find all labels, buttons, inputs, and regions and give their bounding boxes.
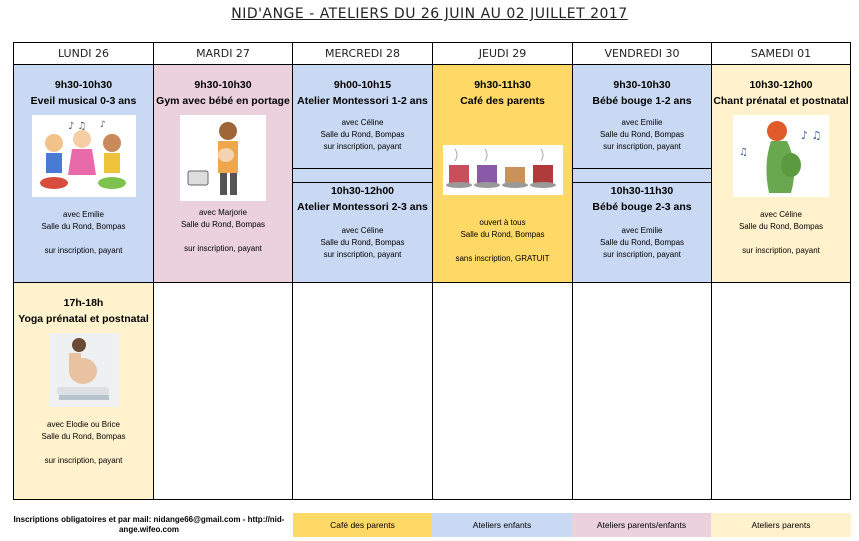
event-time: 9h30-10h30 bbox=[613, 79, 671, 91]
event-place: Salle du Rond, Bompas bbox=[320, 238, 405, 247]
column-saturday bbox=[712, 43, 850, 499]
contact-info: Inscriptions obligatoires et par mail: nidange66@gmail.com - http://nid-ange.wifeo.com bbox=[13, 515, 285, 534]
legend-cafe: Café des parents bbox=[293, 513, 432, 537]
event-conditions: sur inscription, payant bbox=[603, 142, 681, 151]
event-place: Salle du Rond, Bompas bbox=[41, 222, 126, 231]
svg-text:♪: ♪ bbox=[99, 120, 106, 130]
column-tuesday bbox=[154, 43, 293, 499]
event-conditions: sur inscription, payant bbox=[44, 246, 123, 255]
day-header: LUNDI 26 bbox=[14, 43, 153, 65]
event-card[interactable] bbox=[14, 283, 153, 499]
legend-children: Ateliers enfants bbox=[432, 513, 572, 537]
event-separator bbox=[573, 169, 711, 183]
day-header: JEUDI 29 bbox=[433, 43, 572, 65]
event-place: Salle du Rond, Bompas bbox=[738, 222, 824, 231]
event-card[interactable] bbox=[433, 65, 572, 283]
event-card[interactable] bbox=[712, 65, 850, 283]
day-header: VENDREDI 30 bbox=[573, 43, 711, 65]
event-conditions: sur inscription, payant bbox=[742, 246, 820, 255]
event-host: avec Céline bbox=[760, 210, 802, 219]
event-host: avec Emilie bbox=[621, 118, 663, 127]
event-name: Eveil musical 0-3 ans bbox=[30, 95, 137, 107]
event-name: Bébé bouge 2-3 ans bbox=[592, 201, 692, 213]
event-separator bbox=[293, 169, 432, 183]
day-header: SAMEDI 01 bbox=[712, 43, 850, 65]
page-title: NID'ANGE - ATELIERS DU 26 JUIN AU 02 JUILLET 2017 bbox=[231, 6, 628, 22]
schedule-grid bbox=[13, 42, 851, 500]
event-time: 10h30-12h00 bbox=[330, 185, 395, 197]
event-host: ouvert à tous bbox=[479, 218, 526, 227]
event-conditions: sur inscription, payant bbox=[323, 250, 402, 259]
event-host: avec Emilie bbox=[621, 226, 663, 235]
event-card[interactable] bbox=[573, 183, 711, 283]
event-place: Salle du Rond, Bompas bbox=[320, 130, 405, 139]
column-thursday bbox=[433, 43, 573, 499]
event-conditions: sur inscription, payant bbox=[603, 250, 681, 259]
column-monday bbox=[14, 43, 154, 499]
event-time: 17h-18h bbox=[63, 297, 104, 309]
event-host: avec Marjorie bbox=[198, 208, 247, 217]
event-conditions: sur inscription, payant bbox=[44, 456, 123, 465]
event-name: Atelier Montessori 2-3 ans bbox=[297, 201, 428, 213]
event-place: Salle du Rond, Bompas bbox=[599, 130, 685, 139]
event-card[interactable] bbox=[14, 65, 153, 283]
babywearing-image bbox=[180, 115, 266, 201]
event-card[interactable] bbox=[573, 65, 711, 169]
event-card[interactable] bbox=[293, 65, 432, 169]
event-place: Salle du Rond, Bompas bbox=[599, 238, 685, 247]
event-time: 9h00-10h15 bbox=[333, 79, 392, 91]
event-name: Café des parents bbox=[460, 95, 545, 107]
svg-text:♪ ♫: ♪ ♫ bbox=[67, 121, 87, 132]
event-card[interactable] bbox=[293, 183, 432, 283]
column-friday bbox=[573, 43, 712, 499]
legend-parents-children: Ateliers parents/enfants bbox=[572, 513, 711, 537]
kids-music-image bbox=[32, 115, 136, 197]
event-conditions: sur inscription, payant bbox=[184, 244, 262, 253]
event-name: Gym avec bébé en portage bbox=[156, 95, 290, 107]
event-name: Bébé bouge 1-2 ans bbox=[592, 95, 692, 107]
column-wednesday bbox=[293, 43, 433, 499]
day-header: MARDI 27 bbox=[154, 43, 292, 65]
svg-text:♪ ♫: ♪ ♫ bbox=[801, 129, 822, 142]
coffee-cups-image bbox=[443, 145, 563, 195]
event-name: Chant prénatal et postnatal bbox=[713, 95, 849, 107]
event-host: avec Elodie ou Brice bbox=[47, 420, 120, 429]
event-conditions: sur inscription, payant bbox=[323, 142, 402, 151]
day-header: MERCREDI 28 bbox=[293, 43, 432, 65]
event-time: 10h30-11h30 bbox=[610, 185, 674, 197]
pregnant-singer-image bbox=[733, 115, 829, 197]
legend-parents: Ateliers parents bbox=[711, 513, 851, 537]
event-host: avec Céline bbox=[341, 226, 384, 235]
svg-text:♫: ♫ bbox=[739, 147, 748, 158]
event-time: 9h30-11h30 bbox=[474, 79, 531, 91]
event-name: Atelier Montessori 1-2 ans bbox=[297, 95, 428, 107]
event-card[interactable] bbox=[154, 65, 292, 283]
event-host: avec Céline bbox=[341, 118, 384, 127]
event-place: Salle du Rond, Bompas bbox=[41, 432, 126, 441]
event-place: Salle du Rond, Bompas bbox=[460, 230, 545, 239]
event-time: 10h30-12h00 bbox=[749, 79, 813, 91]
event-place: Salle du Rond, Bompas bbox=[180, 220, 266, 229]
event-time: 9h30-10h30 bbox=[54, 79, 113, 91]
event-host: avec Emilie bbox=[63, 210, 104, 219]
event-conditions: sans inscription, GRATUIT bbox=[455, 254, 550, 263]
pregnant-yoga-image bbox=[49, 333, 119, 407]
event-name: Yoga prénatal et postnatal bbox=[18, 313, 149, 325]
event-time: 9h30-10h30 bbox=[194, 79, 252, 91]
